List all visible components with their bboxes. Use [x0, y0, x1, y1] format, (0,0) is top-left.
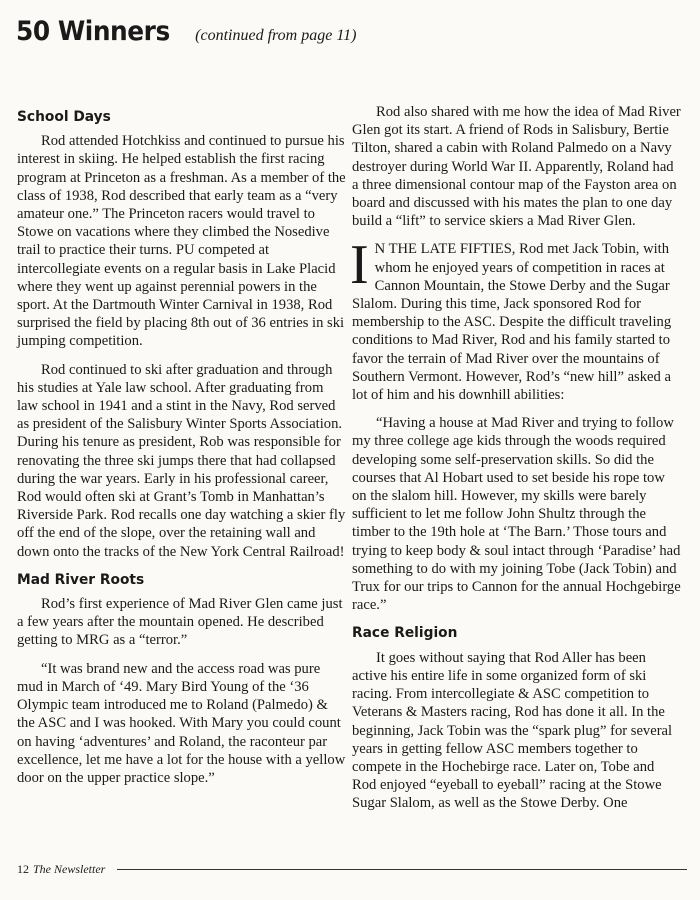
dropcap-paragraph — [350, 234, 682, 404]
continued-note: (continued from page 11) — [195, 27, 357, 44]
page-header — [16, 16, 356, 47]
page-footer — [17, 862, 687, 877]
paragraph: It goes without saying that Rod Aller has been active his entire life in some organized form of ski racing. From intercollegiate & ASC competition to Veterans & Masters racing, Rod has done it all. In the beginning, Jack Tobin was the “spark plug” for several years in getting fellow ASC members together to compete in the Hochebirge race. Later on, Tobe and Rod enjoyed “eyeball to eyeball” racing at the Stowe Sugar Slalom, as well as the Stowe Derby. One — [352, 649, 673, 812]
drop-cap: I — [350, 234, 369, 297]
paragraph: Rod continued to ski after graduation and through his studies at Yale law school. After graduating from law school in 1941 and a stint in the Navy, Rod served as president of the Salisbury Winter Sports Association. During his tenure as president, Rob was responsible for renovating the three ski jumps there that had collapsed during the war years. Early in his professional career, Rod would often ski at Grant’s Tomb in Manhattan’s Riverside Park. Rod recalls one day watching a skier fly off the end of the slope, over the retaining wall and down onto the tracks of the New York Central Railroad! — [17, 361, 346, 560]
dropcap-paragraph-text: N THE LATE FIFTIES, Rod met Jack Tobin, with whom he enjoyed years of competition in races at Cannon Mountain, the Stowe Derby and the Sugar Slalom. During this time, Jack sponsored Rod for membership to the ASC. Despite the difficult traveling conditions to Mad River, Rod and his family started to favor the terrain of Mad River over the mountains of Southern Vermont. However, Rod’s “new hill” asked a lot of him and his downhill abilities: — [352, 241, 672, 404]
paragraph: Rod’s first experience of Mad River Glen came just a few years after the mountain opened. He described getting to MRG as a “terror.” — [17, 596, 343, 649]
heading-race-religion: Race Religion — [352, 625, 458, 642]
heading-mad-river-roots: Mad River Roots — [17, 571, 145, 588]
heading-school-days: School Days — [17, 109, 111, 125]
footer-rule — [117, 869, 687, 870]
paragraph: Rod also shared with me how the idea of Mad River Glen got its start. A friend of Rods in Salisbury, Bertie Tilton, shared a cabin with Roland Palmedo on a Navy destroyer during World War II. Apparently, Roland had a three dimensional contour map of the Fayston area on board and discussed with his mates the plan to one day build a “lift” to service skiers a Mad River Glen. — [352, 104, 681, 230]
page-number: 12 — [17, 862, 29, 876]
quote-paragraph: “It was brand new and the access road was pure mud in March of ‘49. Mary Bird Young of the ‘36 Olympic team introduced me to Roland (Palmedo) & the ASC and I was hooked. With Mary you could count on having ‘adventures’ and Roland, the raconteur par excellence, let me have a lot for the house with a yellow door on the upper practice slope.” — [17, 660, 346, 786]
left-column — [17, 108, 347, 797]
publication-name: The Newsletter — [33, 862, 106, 876]
paragraph: Rod attended Hotchkiss and continued to pursue his interest in skiing. He helped establish the first racing program at Princeton as a freshman. As a member of the class of 1938, Rod described that early team as a “very amateur one.” The Princeton racers would travel to Stowe on vacations where they climbed the Nosedive trail to practice their turns. PU competed at intercollegiate events on a regular basis in Lake Placid where they went up against perennial powers in the sport. At the Dartmouth Winter Carnival in 1938, Rod surprised the field by placing 8th out of 36 entries in ski jumping competition. — [17, 133, 346, 350]
right-column — [352, 103, 682, 823]
quote-paragraph: “Having a house at Mad River and trying to follow my three college age kids through the woods required developing some self-preservation skills. So did the courses that Al Hobart used to set beside his rope tow on the slalom hill. However, my skills were barely sufficient to let me follow John Shultz through the timber to the 19th hole at ‘The Barn.’ Those tours and trying to keep body & soul intact through ‘Paradise’ had something to do with my joining Tobe (Jack Tobin) and Trux for our trips to Cannon for the annual Hochgebirge race.” — [352, 415, 681, 614]
page-title: 50 Winners — [16, 16, 170, 47]
